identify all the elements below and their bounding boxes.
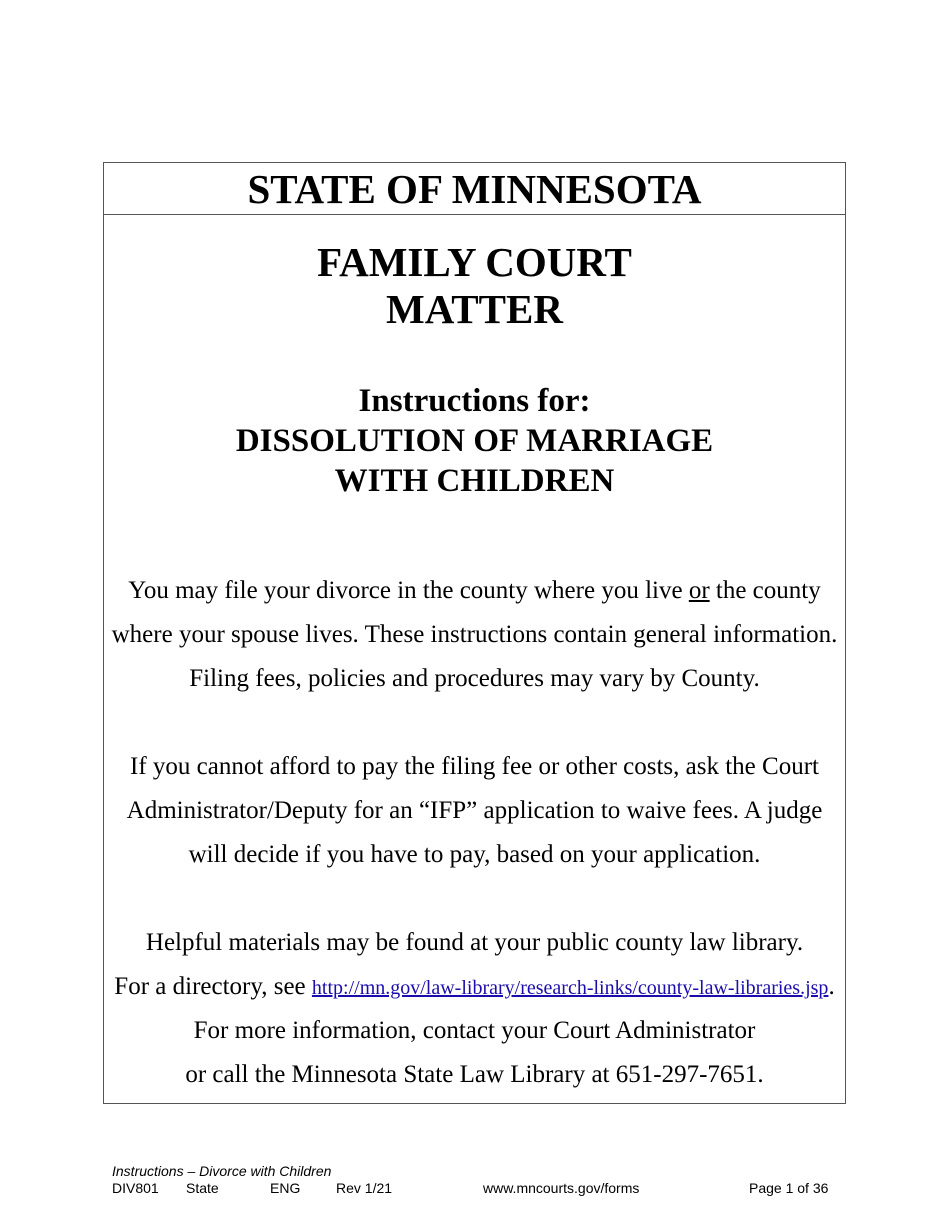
title-line-1: FAMILY COURT (317, 239, 632, 285)
instructions-subtitle: Instructions for: (358, 383, 591, 419)
para2-line1: If you cannot afford to pay the filing fee or other costs, ask the Court (130, 753, 819, 780)
para3-line4: or call the Minnesota State Law Library at 651-297-7651. (185, 1061, 764, 1088)
title-line-4: WITH CHILDREN (334, 463, 615, 499)
para1-or: or (688, 577, 710, 604)
para1-text-b: the county (709, 577, 821, 604)
footer-website: www.mncourts.gov/forms (483, 1180, 640, 1196)
footer-revision: Rev 1/21 (336, 1180, 393, 1196)
para3-prefix: For a directory, see (114, 973, 312, 1000)
para2-line2: Administrator/Deputy for an “IFP” application to waive fees. A judge (126, 797, 823, 824)
para3-line3: For more information, contact your Court Administrator (193, 1017, 756, 1044)
para1-text-a: You may file your divorce in the county where you live (128, 577, 689, 604)
para1-line2: where your spouse lives. These instructions contain general information. (111, 621, 838, 648)
para3-line2 (104, 965, 845, 1010)
footer-page-number: Page 1 of 36 (749, 1180, 829, 1196)
footer-jurisdiction: State (186, 1180, 219, 1196)
para3-suffix: . (828, 973, 835, 1000)
title-line-2: MATTER (386, 286, 563, 332)
title-line-3: DISSOLUTION OF MARRIAGE (235, 423, 714, 459)
para2-line3: will decide if you have to pay, based on your application. (188, 841, 761, 868)
footer-language: ENG (270, 1180, 301, 1196)
document-frame (103, 162, 846, 1104)
para1-line1 (104, 569, 845, 613)
footer-title: Instructions – Divorce with Children (112, 1163, 332, 1179)
law-library-link[interactable]: http://mn.gov/law-library/research-links/county-law-libraries.jsp (311, 977, 829, 999)
para3-line1: Helpful materials may be found at your public county law library. (145, 929, 804, 956)
state-header: STATE OF MINNESOTA (104, 163, 845, 215)
footer-form-id: DIV801 (112, 1180, 159, 1196)
para1-line3: Filing fees, policies and procedures may vary by County. (189, 665, 760, 692)
